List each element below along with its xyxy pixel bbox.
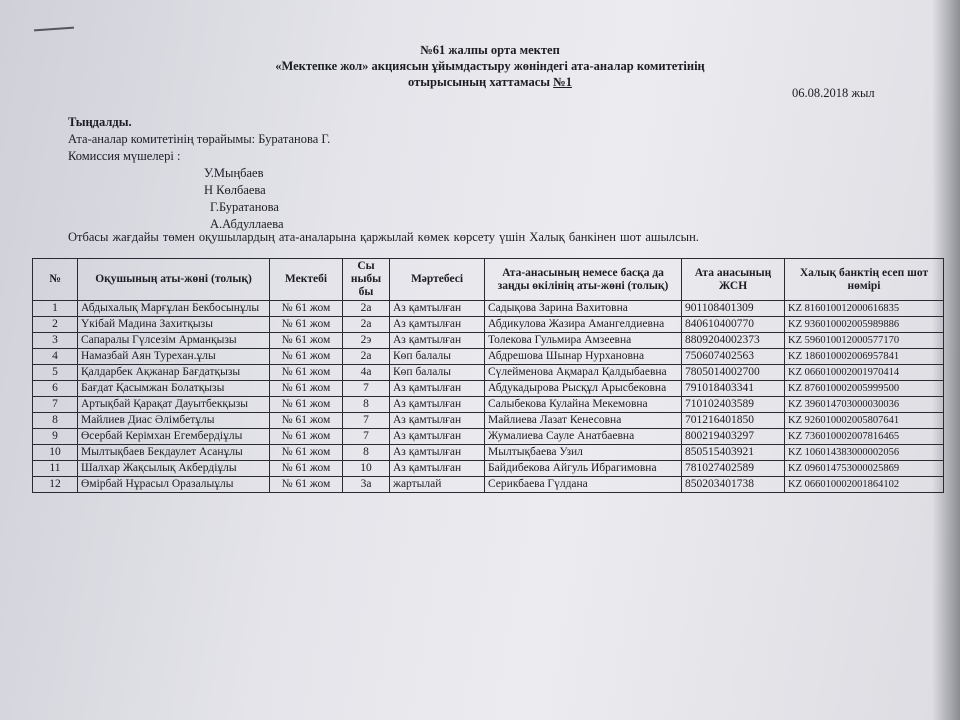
row-account: KZ 936010002005989886 <box>785 317 944 333</box>
header-class: Сы ныбы бы <box>343 259 390 301</box>
row-school: № 61 жом <box>270 301 343 317</box>
row-iin: 8809204002373 <box>682 333 785 349</box>
row-class: 2а <box>343 317 390 333</box>
row-school: № 61 жом <box>270 333 343 349</box>
table-row <box>33 333 944 349</box>
header-line3 <box>230 74 750 90</box>
row-status: Көп балалы <box>390 365 485 381</box>
table-row <box>33 429 944 445</box>
row-iin: 791018403341 <box>682 381 785 397</box>
row-class: 7 <box>343 429 390 445</box>
members-label: Комиссия мүшелері : <box>68 149 181 163</box>
row-no: 11 <box>33 461 78 477</box>
row-school: № 61 жом <box>270 365 343 381</box>
row-class: 2а <box>343 301 390 317</box>
row-parent-name: Майлиева Лазат Кенесовна <box>485 413 682 429</box>
row-account: KZ 066010002001970414 <box>785 365 944 381</box>
row-parent-name: Абдукадырова Рысқұл Арысбековна <box>485 381 682 397</box>
row-iin: 781027402589 <box>682 461 785 477</box>
row-iin: 850515403921 <box>682 445 785 461</box>
row-class: 7 <box>343 413 390 429</box>
row-status: Аз қамтылған <box>390 445 485 461</box>
row-student-name: Мылтықбаев Бекдаулет Асанұлы <box>78 445 270 461</box>
row-status: Аз қамтылған <box>390 301 485 317</box>
table-row <box>33 349 944 365</box>
row-no: 12 <box>33 477 78 493</box>
header-line3-text: отырысының хаттамасы <box>408 75 554 89</box>
row-no: 10 <box>33 445 78 461</box>
row-no: 4 <box>33 349 78 365</box>
row-class: 2э <box>343 333 390 349</box>
table-row <box>33 461 944 477</box>
row-account: KZ 396014703000030036 <box>785 397 944 413</box>
table-row <box>33 413 944 429</box>
header-school: Мектебі <box>270 259 343 301</box>
row-account: KZ 876010002005999500 <box>785 381 944 397</box>
row-iin: 901108401309 <box>682 301 785 317</box>
row-no: 2 <box>33 317 78 333</box>
header-line2: «Мектепке жол» акциясын ұйымдастыру жөніндегі ата-аналар комитетінің <box>275 59 705 73</box>
row-account: KZ 186010002006957841 <box>785 349 944 365</box>
row-parent-name: Абдрешова Шынар Нурхановна <box>485 349 682 365</box>
member-4: А.Абдуллаева <box>210 217 284 231</box>
header-iin: Ата анасының ЖСН <box>682 259 785 301</box>
row-status: Аз қамтылған <box>390 333 485 349</box>
heard-label: Тыңдалды. <box>68 115 132 129</box>
pen-mark <box>34 27 74 32</box>
row-class: 2а <box>343 349 390 365</box>
table-row <box>33 381 944 397</box>
row-class: 4а <box>343 365 390 381</box>
row-iin: 750607402563 <box>682 349 785 365</box>
table-row <box>33 301 944 317</box>
row-parent-name: Жумалиева Сауле Анатбаевна <box>485 429 682 445</box>
decision-paragraph: Отбасы жағдайы төмен оқушылардың ата-аналарына қаржылай көмек көрсету үшін Халық банкінен шот ашылсын. <box>68 230 699 244</box>
row-status: Аз қамтылған <box>390 317 485 333</box>
row-school: № 61 жом <box>270 317 343 333</box>
row-account: KZ 816010012000616835 <box>785 301 944 317</box>
row-iin: 7805014002700 <box>682 365 785 381</box>
member-3: Г.Буратанова <box>210 200 279 214</box>
body-text <box>68 114 330 165</box>
protocol-number: №1 <box>553 75 572 89</box>
row-parent-name: Мылтықбаева Узил <box>485 445 682 461</box>
row-iin: 701216401850 <box>682 413 785 429</box>
row-student-name: Майлиев Диас Әлімбетұлы <box>78 413 270 429</box>
row-no: 1 <box>33 301 78 317</box>
row-school: № 61 жом <box>270 477 343 493</box>
table-row <box>33 397 944 413</box>
row-school: № 61 жом <box>270 429 343 445</box>
row-no: 8 <box>33 413 78 429</box>
row-iin: 800219403297 <box>682 429 785 445</box>
row-no: 9 <box>33 429 78 445</box>
row-parent-name: Толекова Гульмира Амзеевна <box>485 333 682 349</box>
row-status: жартылай <box>390 477 485 493</box>
row-parent-name: Абдикулова Жазира Амангелдиевна <box>485 317 682 333</box>
row-status: Аз қамтылған <box>390 413 485 429</box>
row-school: № 61 жом <box>270 413 343 429</box>
row-student-name: Үкібай Мадина Захитқызы <box>78 317 270 333</box>
row-student-name: Абдыхалық Марғұлан Бекбосынұлы <box>78 301 270 317</box>
row-class: 10 <box>343 461 390 477</box>
table-header-row <box>33 259 944 301</box>
row-iin: 710102403589 <box>682 397 785 413</box>
row-no: 3 <box>33 333 78 349</box>
table-row <box>33 477 944 493</box>
row-no: 6 <box>33 381 78 397</box>
photo-shadow <box>932 0 960 720</box>
row-status: Аз қамтылған <box>390 397 485 413</box>
table-body <box>33 301 944 493</box>
row-account: KZ 106014383000002056 <box>785 445 944 461</box>
row-student-name: Шалхар Жақсылық Акбердіұлы <box>78 461 270 477</box>
row-student-name: Өсербай Керімхан Егембердіұлы <box>78 429 270 445</box>
row-class: 7 <box>343 381 390 397</box>
row-school: № 61 жом <box>270 397 343 413</box>
table-row <box>33 365 944 381</box>
students-table <box>32 258 944 493</box>
row-iin: 850203401738 <box>682 477 785 493</box>
row-student-name: Қалдарбек Ақжанар Бағдатқызы <box>78 365 270 381</box>
row-status: Аз қамтылған <box>390 381 485 397</box>
row-student-name: Намазбай Аян Турехан.ұлы <box>78 349 270 365</box>
row-status: Көп балалы <box>390 349 485 365</box>
chair-line: Ата-аналар комитетінің төрайымы: Буратанова Г. <box>68 132 331 146</box>
row-student-name: Артықбай Қарақат Дауытбекқызы <box>78 397 270 413</box>
row-no: 7 <box>33 397 78 413</box>
header-parent: Ата-анасының немесе басқа да заңды өкілінің аты-жөні (толық) <box>485 259 682 301</box>
row-account: KZ 096014753000025869 <box>785 461 944 477</box>
row-student-name: Өмірбай Нұрасыл Оразалыұлы <box>78 477 270 493</box>
row-status: Аз қамтылған <box>390 429 485 445</box>
row-class: 8 <box>343 397 390 413</box>
row-class: 8 <box>343 445 390 461</box>
row-school: № 61 жом <box>270 349 343 365</box>
header-name: Оқушының аты-жөні (толық) <box>78 259 270 301</box>
row-student-name: Сапаралы Гүлсезім Арманқызы <box>78 333 270 349</box>
row-student-name: Бағдат Қасымжан Болатқызы <box>78 381 270 397</box>
row-account: KZ 066010002001864102 <box>785 477 944 493</box>
row-school: № 61 жом <box>270 381 343 397</box>
row-parent-name: Сүлейменова Ақмарал Қалдыбаевна <box>485 365 682 381</box>
row-school: № 61 жом <box>270 445 343 461</box>
table-row <box>33 445 944 461</box>
row-class: 3а <box>343 477 390 493</box>
row-parent-name: Садықова Зарина Вахитовна <box>485 301 682 317</box>
header-status: Мәртебесі <box>390 259 485 301</box>
row-status: Аз қамтылған <box>390 461 485 477</box>
row-parent-name: Серикбаева Гүлдана <box>485 477 682 493</box>
header-line1: №61 жалпы орта мектеп <box>420 43 560 57</box>
document-date: 06.08.2018 жыл <box>792 86 875 100</box>
table-row <box>33 317 944 333</box>
row-school: № 61 жом <box>270 461 343 477</box>
row-iin: 840610400770 <box>682 317 785 333</box>
document-header <box>230 42 750 90</box>
row-account: KZ 926010002005807641 <box>785 413 944 429</box>
row-parent-name: Салыбекова Кулайна Мекемовна <box>485 397 682 413</box>
row-account: KZ 596010012000577170 <box>785 333 944 349</box>
member-1: У.Мыңбаев <box>204 166 264 180</box>
row-account: KZ 736010002007816465 <box>785 429 944 445</box>
header-no: № <box>33 259 78 301</box>
header-account: Халық банктің есеп шот нөмірі <box>785 259 944 301</box>
row-no: 5 <box>33 365 78 381</box>
member-2: Н Көлбаева <box>204 183 266 197</box>
row-parent-name: Байдибекова Айгуль Ибрагимовна <box>485 461 682 477</box>
